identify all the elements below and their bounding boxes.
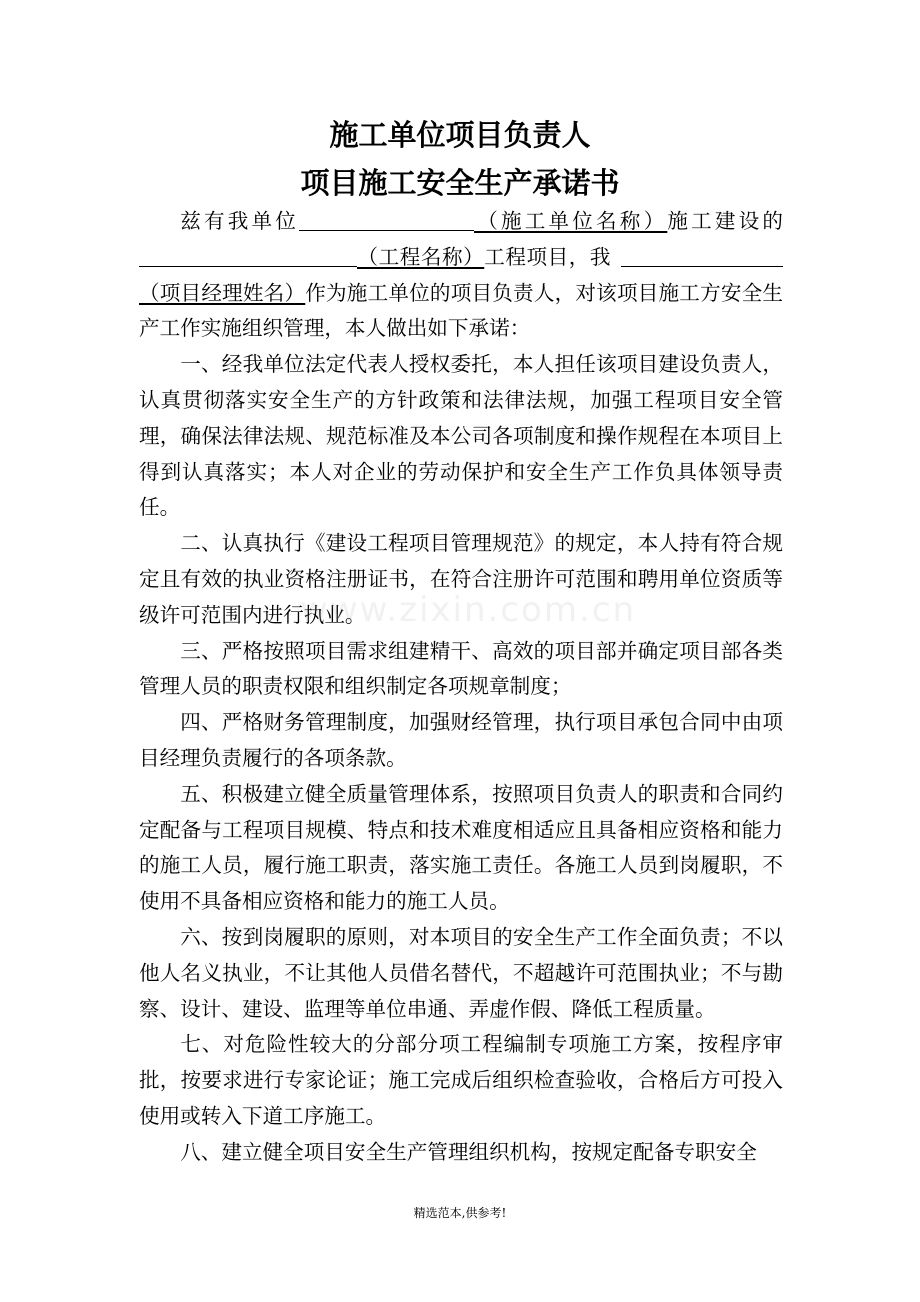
project-name-label: （工程名称） — [357, 244, 485, 269]
clause-3: 三、严格按照项目需求组建精干、高效的项目部并确定项目部各类管理人员的职责权限和组织制定各项规章制度； — [139, 638, 783, 699]
manager-name-blank — [621, 244, 783, 267]
project-name-blank — [139, 244, 357, 267]
page-footer: 精选范本,供参考! — [413, 1206, 507, 1220]
clause-2: 二、认真执行《建设工程项目管理规范》的规定，本人持有符合规定且有效的执业资格注册证书，在符合注册许可范围和聘用单位资质等级许可范围内进行执业。 — [139, 531, 783, 627]
manager-name-label: （项目经理姓名） — [139, 280, 306, 305]
clause-1: 一、经我单位法定代表人授权委托，本人担任该项目建设负责人，认真贯彻落实安全生产的方针政策和法律法规，加强工程项目安全管理，确保法律法规、规范标准及本公司各项制度和操作规程在本项目上得到认真落实；本人对企业的劳动保护和安全生产工作负具体领导责任。 — [139, 352, 783, 520]
intro-text-2: 施工建设的 — [667, 209, 784, 233]
clause-7: 七、对危险性较大的分部分项工程编制专项施工方案，按程序审批，按要求进行专家论证；施工完成后组织检查验收，合格后方可投入使用或转入下道工序施工。 — [139, 1032, 783, 1128]
company-name-blank — [299, 208, 474, 231]
document-title-line2: 项目施工安全生产承诺书 — [300, 166, 620, 200]
intro-text-1: 兹有我单位 — [180, 209, 300, 233]
clause-4: 四、严格财务管理制度，加强财经管理，执行项目承包合同中由项目经理负责履行的各项条款。 — [139, 710, 783, 770]
document-body — [139, 204, 783, 1171]
clause-5: 五、积极建立健全质量管理体系，按照项目负责人的职责和合同约定配备与工程项目规模、特点和技术难度相适应且具备相应资格和能力的施工人员，履行施工职责，落实施工责任。各施工人员到岗履职，不使用不具备相应资格和能力的施工人员。 — [139, 781, 783, 914]
intro-paragraph — [139, 204, 783, 347]
clause-8: 八、建立健全项目安全生产管理组织机构，按规定配备专职安全 — [180, 1139, 757, 1164]
company-name-label: （施工单位名称） — [474, 209, 668, 233]
clause-6: 六、按到岗履职的原则，对本项目的安全生产工作全面负责；不以他人名义执业，不让其他人员借名替代，不超越许可范围执业；不与勘察、设计、建设、监理等单位串通、弄虚作假、降低工程质量。 — [139, 924, 783, 1021]
intro-text-3: 工程项目，我 — [484, 244, 612, 269]
intro-text-4: 作为施工单位的项目负责人，对该项目施工方安全生产工作实施组织管理，本人做出如下承诺： — [139, 280, 784, 341]
document-title-line1: 施工单位项目负责人 — [329, 118, 591, 152]
watermark: www.zixin.com.cn — [300, 590, 636, 630]
